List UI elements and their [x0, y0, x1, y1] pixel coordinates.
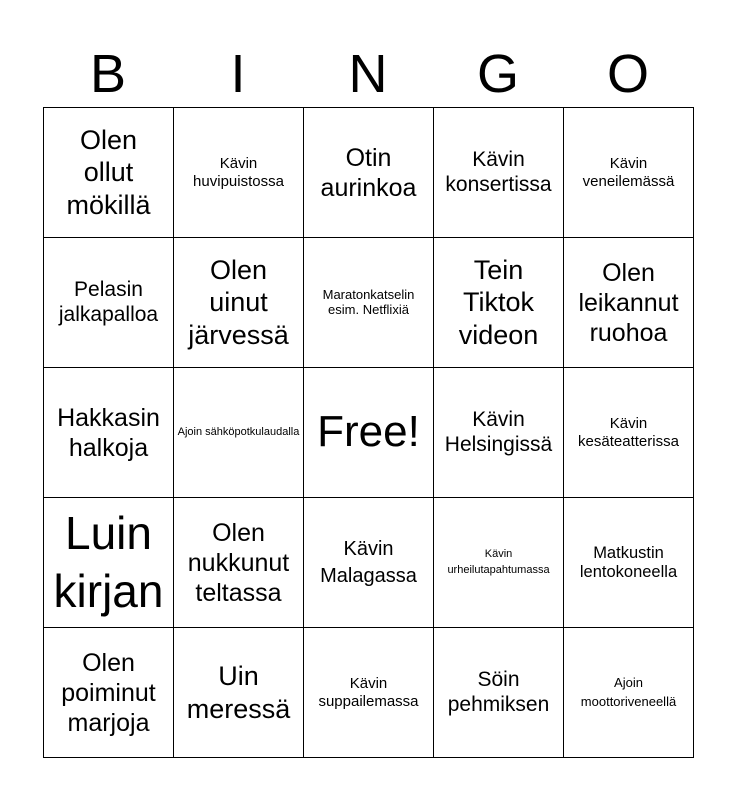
- bingo-cell-r5-c1[interactable]: [44, 628, 174, 758]
- cell-text: Matkustin lentokoneella: [579, 543, 678, 581]
- cell-text: Kävin Malagassa: [320, 538, 417, 587]
- header-letter-g: G: [476, 44, 519, 104]
- cell-text: Kävin Helsingissä: [444, 408, 553, 456]
- cell-text: Ajoin moottoriveneellä: [580, 674, 677, 709]
- header-letter-b: B: [89, 44, 127, 104]
- bingo-cell-r3-c1[interactable]: [44, 368, 174, 498]
- bingo-cell-r5-c2[interactable]: [174, 628, 304, 758]
- bingo-header: [43, 40, 693, 108]
- bingo-cell-r1-c3[interactable]: [304, 108, 434, 238]
- cell-text: Luin kirjan: [53, 507, 164, 617]
- bingo-card: [43, 107, 694, 758]
- cell-text: Olen uinut järvessä: [188, 254, 289, 350]
- bingo-cell-r4-c4[interactable]: [434, 498, 564, 628]
- bingo-cell-r2-c4[interactable]: [434, 238, 564, 368]
- bingo-cell-r1-c2[interactable]: [174, 108, 304, 238]
- cell-text: Maratonkatselin esim. Netflixiä: [322, 286, 415, 317]
- cell-text: Kävin veneilemässä: [582, 155, 675, 190]
- cell-text: Otin aurinkoa: [320, 143, 417, 202]
- cell-text: Olen nukkunut teltassa: [187, 518, 290, 607]
- cell-text: Olen ollut mökillä: [66, 124, 151, 220]
- bingo-cell-r1-c1[interactable]: [44, 108, 174, 238]
- cell-text: Olen poiminut marjoja: [61, 648, 156, 737]
- bingo-cell-r4-c3[interactable]: [304, 498, 434, 628]
- bingo-cell-free[interactable]: [304, 368, 434, 498]
- bingo-cell-r2-c2[interactable]: [174, 238, 304, 368]
- cell-text: Kävin suppailemassa: [318, 675, 419, 710]
- cell-text: Kävin konsertissa: [445, 148, 552, 196]
- bingo-cell-r4-c1[interactable]: [44, 498, 174, 628]
- bingo-cell-r1-c4[interactable]: [434, 108, 564, 238]
- free-space-label: Free!: [317, 407, 420, 457]
- bingo-cell-r5-c3[interactable]: [304, 628, 434, 758]
- bingo-cell-r2-c1[interactable]: [44, 238, 174, 368]
- bingo-cell-r5-c4[interactable]: [434, 628, 564, 758]
- header-letter-n: N: [348, 44, 388, 104]
- cell-text: Kävin huvipuistossa: [193, 155, 284, 190]
- cell-text: Tein Tiktok videon: [458, 254, 539, 350]
- cell-text: Ajoin sähköpotkulaudalla: [177, 426, 300, 439]
- cell-text: Pelasin jalkapalloa: [58, 278, 159, 326]
- bingo-cell-r5-c5[interactable]: [564, 628, 694, 758]
- cell-text: Olen leikannut ruohoa: [578, 258, 679, 347]
- cell-text: Kävin kesäteatterissa: [578, 415, 679, 450]
- bingo-cell-r3-c4[interactable]: [434, 368, 564, 498]
- bingo-cell-r3-c5[interactable]: [564, 368, 694, 498]
- bingo-cell-r4-c2[interactable]: [174, 498, 304, 628]
- bingo-cell-r4-c5[interactable]: [564, 498, 694, 628]
- bingo-cell-r2-c5[interactable]: [564, 238, 694, 368]
- bingo-cell-r2-c3[interactable]: [304, 238, 434, 368]
- cell-text: Söin pehmiksen: [447, 668, 550, 716]
- bingo-cell-r3-c2[interactable]: [174, 368, 304, 498]
- bingo-cell-r1-c5[interactable]: [564, 108, 694, 238]
- cell-text: Uin meressä: [186, 661, 291, 724]
- header-letter-o: O: [606, 44, 649, 104]
- cell-text: Hakkasin halkoja: [57, 403, 160, 462]
- cell-text: Kävin urheilutapahtumassa: [447, 548, 550, 576]
- header-letter-i: I: [230, 44, 246, 104]
